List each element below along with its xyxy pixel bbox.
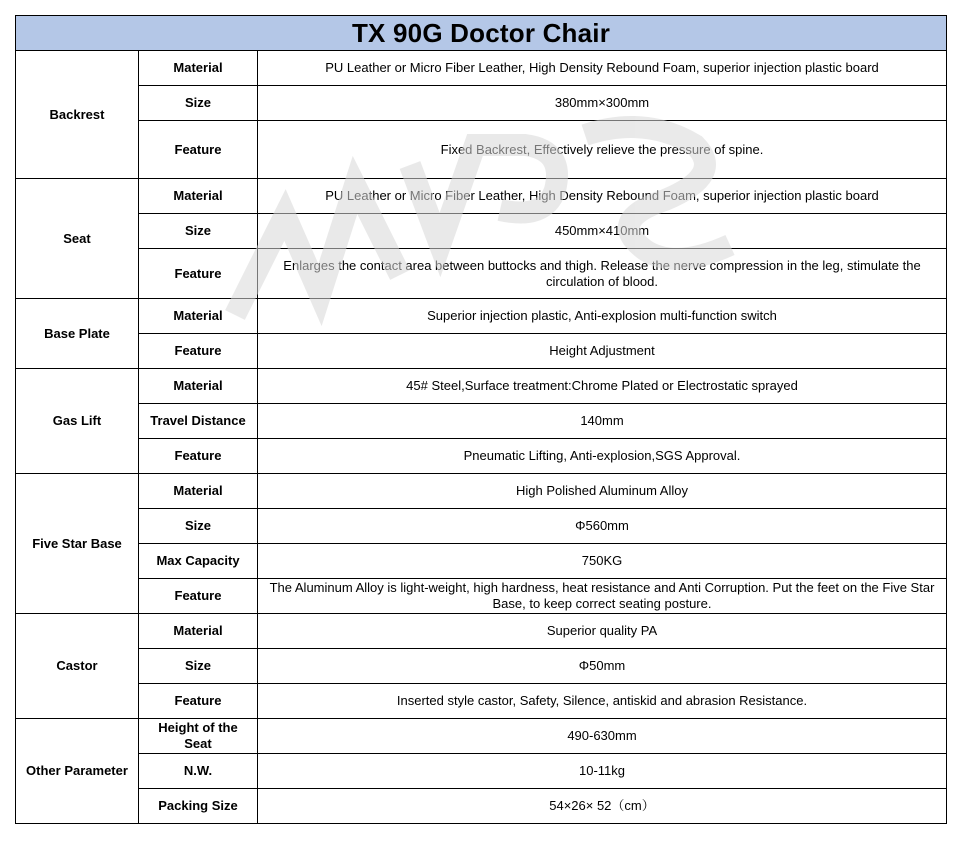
table-row [16, 649, 947, 684]
attr-label: Material [139, 51, 258, 86]
spec-sheet [15, 15, 946, 824]
attr-label: Feature [139, 249, 258, 299]
attr-label: Material [139, 614, 258, 649]
attr-label: Size [139, 214, 258, 249]
attr-label: Travel Distance [139, 404, 258, 439]
attr-label: N.W. [139, 754, 258, 789]
table-row [16, 334, 947, 369]
attr-value: Fixed Backrest, Effectively relieve the pressure of spine. [258, 121, 947, 179]
table-row [16, 719, 947, 754]
attr-label: Max Capacity [139, 544, 258, 579]
table-row [16, 474, 947, 509]
group-label-backrest: Backrest [16, 51, 139, 179]
table-row [16, 544, 947, 579]
attr-label: Feature [139, 684, 258, 719]
table-row [16, 509, 947, 544]
attr-value: 450mm×410mm [258, 214, 947, 249]
table-title: TX 90G Doctor Chair [16, 16, 947, 51]
attr-value: 750KG [258, 544, 947, 579]
attr-label: Material [139, 474, 258, 509]
attr-value: Height Adjustment [258, 334, 947, 369]
attr-label: Size [139, 86, 258, 121]
attr-label: Material [139, 369, 258, 404]
table-row [16, 214, 947, 249]
attr-value: 54×26× 52（cm） [258, 789, 947, 824]
attr-value: Superior quality PA [258, 614, 947, 649]
attr-value: PU Leather or Micro Fiber Leather, High Density Rebound Foam, superior injection plastic board [258, 179, 947, 214]
attr-label: Feature [139, 439, 258, 474]
group-label-gas-lift: Gas Lift [16, 369, 139, 474]
attr-label: Material [139, 299, 258, 334]
attr-label: Feature [139, 579, 258, 614]
attr-value: 45# Steel,Surface treatment:Chrome Plated or Electrostatic sprayed [258, 369, 947, 404]
table-row [16, 121, 947, 179]
table-row [16, 51, 947, 86]
attr-value: 140mm [258, 404, 947, 439]
table-row [16, 579, 947, 614]
attr-value: 490-630mm [258, 719, 947, 754]
attr-label: Material [139, 179, 258, 214]
attr-label: Size [139, 509, 258, 544]
attr-value: Superior injection plastic, Anti-explosion multi-function switch [258, 299, 947, 334]
group-label-five-star-base: Five Star Base [16, 474, 139, 614]
table-row [16, 249, 947, 299]
table-row [16, 299, 947, 334]
table-row [16, 179, 947, 214]
attr-value: The Aluminum Alloy is light-weight, high hardness, heat resistance and Anti Corruption. Put the feet on the Five Star Base, to keep correct seating posture. [258, 579, 947, 614]
attr-label: Height of the Seat [139, 719, 258, 754]
attr-label: Size [139, 649, 258, 684]
attr-value: Pneumatic Lifting, Anti-explosion,SGS Approval. [258, 439, 947, 474]
group-label-castor: Castor [16, 614, 139, 719]
attr-value: Inserted style castor, Safety, Silence, antiskid and abrasion Resistance. [258, 684, 947, 719]
title-row [16, 16, 947, 51]
attr-label: Feature [139, 334, 258, 369]
group-label-other-parameter: Other Parameter [16, 719, 139, 824]
attr-label: Feature [139, 121, 258, 179]
table-row [16, 86, 947, 121]
table-row [16, 614, 947, 649]
attr-value: Enlarges the contact area between buttocks and thigh. Release the nerve compression in the leg, stimulate the circulation of blood. [258, 249, 947, 299]
attr-value: 10-11kg [258, 754, 947, 789]
table-row [16, 684, 947, 719]
attr-value: Φ560mm [258, 509, 947, 544]
attr-label: Packing Size [139, 789, 258, 824]
attr-value: High Polished Aluminum Alloy [258, 474, 947, 509]
attr-value: Φ50mm [258, 649, 947, 684]
group-label-seat: Seat [16, 179, 139, 299]
table-row [16, 369, 947, 404]
table-row [16, 754, 947, 789]
spec-table [15, 15, 947, 824]
group-label-base-plate: Base Plate [16, 299, 139, 369]
attr-value: PU Leather or Micro Fiber Leather, High Density Rebound Foam, superior injection plastic board [258, 51, 947, 86]
table-row [16, 404, 947, 439]
table-row [16, 439, 947, 474]
attr-value: 380mm×300mm [258, 86, 947, 121]
table-row [16, 789, 947, 824]
